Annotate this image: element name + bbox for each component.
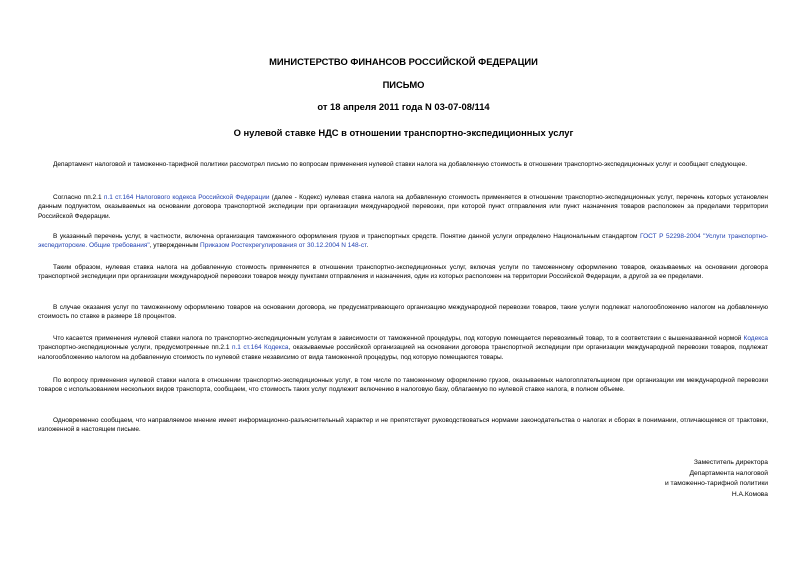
paragraph-1: Департамент налоговой и таможенно-тарифной политики рассмотрел письмо по вопросам применения нулевой ставки налога на добавленную стоимость в отношении транспортно-экспедиционных услуг и сообщает следующее. [53, 161, 747, 168]
text: (далее - Кодекс) нулевая ставка налога на добавленную стоимость применяется в отношении транспортно-экспедиционных услуг, перечень которых установлен данным подпунктом, оказываемых на основании договора транспортной экспедиции при организации международной перевозки, при которой пункт отправления или пункт назначения товаров расположен за пределами территории Российской Федерации. [38, 194, 768, 220]
order-link[interactable]: Приказом Ростехрегулирования от 30.12.2004 N 148-ст [200, 242, 367, 250]
paragraph-8: Одновременно сообщаем, что направляемое мнение имеет информационно-разъяснительный характер и не препятствует руководствоваться нормами законодательства о налогах и сборах в понимании, отличающемся от трактовки, изложенной в настоящем письме. [38, 417, 768, 434]
code-link[interactable]: Кодекса [743, 335, 768, 342]
paragraph-5: В случае оказания услуг по таможенному оформлению товаров на основании договора, не предусматривающего организацию международной перевозки товаров, такие услуги подлежат налогообложению налогом на добавленную стоимость по ставке в размере 18 процентов. [38, 304, 768, 321]
text: . [366, 242, 369, 250]
signature-title: Заместитель директора [693, 459, 768, 466]
text: Согласно пп.2.1 [53, 194, 104, 201]
signature-policy: и таможенно-тарифной политики [664, 480, 768, 488]
signature-name: Н.А.Комова [731, 490, 768, 498]
doc-date-number: от 18 апреля 2011 года N 03-07-08/114 [317, 101, 490, 112]
signature-department: Департамента налоговой [689, 469, 768, 477]
paragraph-6 [38, 334, 768, 362]
text: Что касается применения нулевой ставки налога по транспортно-экспедиционным услугам в зависимости от таможенной процедуры, под которую помещается перевозимый товар, то в соответствии с вышеназванной нормой [53, 335, 744, 342]
tax-code-link[interactable]: п.1 ст.164 Налогового кодекса Российской Федерации [103, 194, 270, 201]
code-article-link[interactable]: п.1 ст.164 Кодекса [231, 344, 289, 352]
text: , оказываемые российской организацией на основании договора транспортной экспедиции при организации международной перевозки товаров, подлежат налогообложению налогом на добавленную стоимость по нулевой ставке независимо от вида таможенной процедуры, под которую помещаются товары. [38, 344, 768, 361]
paragraph-2 [38, 193, 768, 221]
doc-type: ПИСЬМО [382, 79, 425, 90]
paragraph-7: По вопросу применения нулевой ставки налога в отношении транспортно-экспедиционных услуг, в том числе по таможенному оформлению грузов, оказываемых налогоплательщиком при организации им международной перевозки товаров с использованием нескольких видов транспорта, сообщаем, что стоимость таких услуг подлежит включению в налоговую базу, облагаемую по нулевой ставке налога, в полном объеме. [38, 377, 768, 394]
doc-subject: О нулевой ставке НДС в отношении транспортно-экспедиционных услуг [233, 127, 574, 138]
paragraph-3 [38, 232, 768, 251]
text: В указанный перечень услуг, в частности, включена организация таможенного оформления грузов и транспортных средств. Понятие данной услуги определено Национальным стандартом [53, 233, 640, 240]
text: , утвержденным [149, 242, 201, 250]
ministry-title: МИНИСТЕРСТВО ФИНАНСОВ РОССИЙСКОЙ ФЕДЕРАЦИИ [269, 56, 538, 67]
text: транспортно-экспедиционные услуги, предусмотренные пп.2.1 [38, 344, 232, 352]
gost-link[interactable]: ГОСТ Р 52298-2004 "Услуги транспортно-экспедиторские. Общие требования" [38, 233, 768, 250]
paragraph-4: Таким образом, нулевая ставка налога на добавленную стоимость применяется в отношении транспортно-экспедиционных услуг, включая услуги по таможенному оформлению товаров, оказываемых на основании договора транспортной экспедиции при организации международной перевозки товаров между пунктами отправления и назначения, один из которых расположен на территории Российской Федерации, а другой за ее пределами. [38, 264, 768, 281]
signature-block [665, 458, 768, 500]
